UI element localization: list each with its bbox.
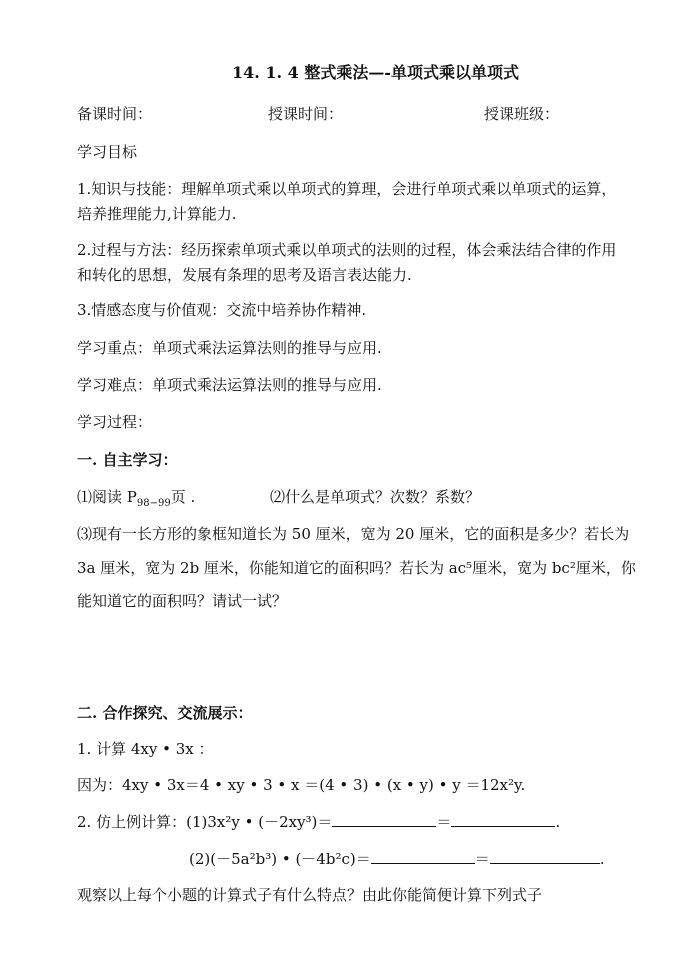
- section-2-heading: 二. 合作探究、交流展示：: [77, 704, 253, 722]
- key-point: 学习重点：单项式乘法运算法则的推导与应用.: [77, 339, 382, 357]
- example-2-line-a: [77, 811, 560, 832]
- example-2-a-expression: (1)3x²y • (－2xy³)＝: [186, 813, 333, 831]
- objective-2-line-1: 2.过程与方法：经历探索单项式乘以单项式的法则的过程，体会乘法结合律的作用: [77, 241, 617, 259]
- answer-blank[interactable]: [371, 849, 475, 864]
- question-1-prefix: ⑴阅读 P: [77, 488, 137, 506]
- teach-time-label: 授课时间：: [268, 105, 344, 123]
- prep-time-label: 备课时间：: [77, 105, 153, 123]
- period: .: [555, 813, 561, 831]
- question-1-pages: 98−99: [136, 498, 171, 509]
- equals-sign: ＝: [474, 850, 490, 868]
- observation-text: 观察以上每个小题的计算式子有什么特点？由此你能简便计算下列式子: [77, 886, 543, 904]
- example-2-b-expression: (2)(－5a²b³) • (－4b²c)＝: [189, 850, 371, 868]
- example-1: 1. 计算 4xy • 3x ：: [77, 740, 214, 758]
- objectives-heading: 学习目标: [77, 143, 138, 161]
- process-label: 学习过程：: [77, 413, 153, 431]
- answer-blank[interactable]: [332, 812, 436, 827]
- example-2-line-b: [189, 848, 605, 869]
- page-title: 14. 1. 4 整式乘法—-单项式乘以单项式: [232, 63, 520, 82]
- question-1: [77, 486, 195, 509]
- period: .: [599, 850, 605, 868]
- objective-3: 3.情感态度与价值观：交流中培养协作精神.: [77, 301, 367, 319]
- difficulty: 学习难点：单项式乘法运算法则的推导与应用.: [77, 376, 382, 394]
- question-2: ⑵什么是单项式？次数？系数？: [270, 488, 481, 506]
- example-2-label: 2. 仿上例计算：: [77, 813, 187, 831]
- section-1-heading: 一. 自主学习：: [77, 451, 178, 469]
- objective-1-line-2: 培养推理能力,计算能力.: [77, 205, 237, 223]
- question-1-suffix: 页 .: [170, 488, 196, 506]
- equals-sign: ＝: [436, 813, 452, 831]
- question-3-line-2: 3a 厘米，宽为 2b 厘米，你能知道它的面积吗？若长为 ac⁵厘米，宽为 bc²厘米，你: [77, 559, 636, 577]
- question-3-line-3: 能知道它的面积吗？请试一试？: [77, 592, 288, 610]
- class-label: 授课班级：: [484, 105, 560, 123]
- answer-blank[interactable]: [490, 849, 600, 864]
- example-1-work: 因为：4xy • 3x＝4 • xy • 3 • x ＝(4 • 3) • (x • y) • y ＝12x²y.: [77, 776, 526, 794]
- info-row: [0, 103, 688, 123]
- objective-2-line-2: 和转化的思想，发展有条理的思考及语言表达能力.: [77, 266, 412, 284]
- answer-blank[interactable]: [451, 812, 555, 827]
- objective-1-line-1: 1.知识与技能：理解单项式乘以单项式的算理，会进行单项式乘以单项式的运算，: [77, 180, 617, 198]
- question-3-line-1: ⑶现有一长方形的象框知道长为 50 厘米，宽为 20 厘米，它的面积是多少？若长为: [77, 525, 630, 543]
